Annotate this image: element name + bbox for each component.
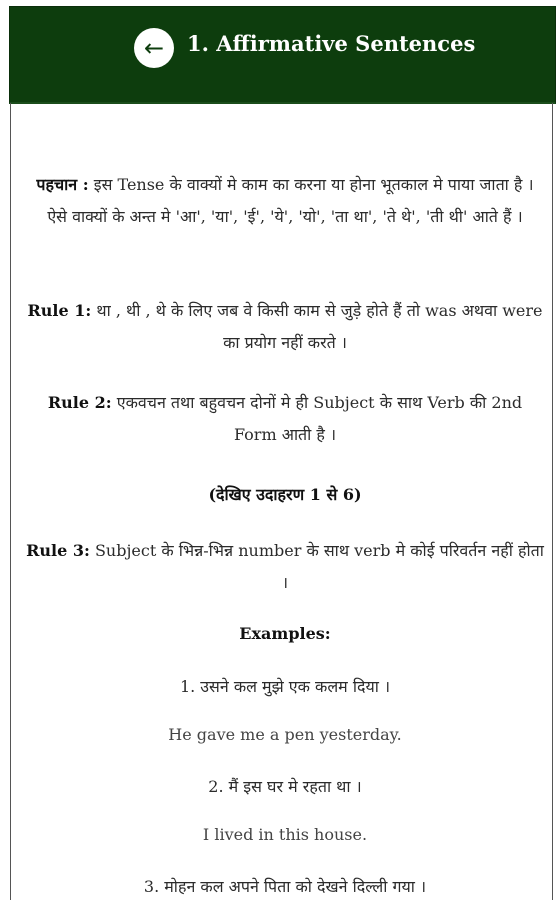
rule1-paragraph [25, 295, 545, 359]
rule2-label: Rule 2: [47, 393, 112, 412]
example-english-2: I lived in this house. [202, 825, 368, 844]
identification-label: पहचान : [36, 175, 89, 194]
lesson-content[interactable] [10, 103, 553, 900]
back-arrow-icon[interactable]: ← [134, 28, 174, 68]
rule2-text: एकवचन तथा बहुवचन दोनों मे ही Subject के साथ Verb की 2nd Form आती है । [116, 393, 523, 444]
see-examples-note [25, 479, 545, 511]
rule3-label: Rule 3: [26, 541, 90, 560]
example-hindi-1: 1. उसने कल मुझे एक कलम दिया । [179, 677, 391, 696]
example-hindi-2: 2. मैं इस घर मे रहता था । [208, 777, 362, 796]
page-title: 1. Affirmative Sentences [187, 31, 476, 56]
rule3-text: Subject के भिन्न-भिन्न number के साथ verb मे कोई परिवर्तन नहीं होता । [94, 541, 544, 592]
example-english-1: He gave me a pen yesterday. [168, 725, 402, 744]
examples-heading-text: Examples: [239, 624, 331, 643]
rule2-paragraph [25, 387, 545, 451]
identification-text: इस Tense के वाक्यों मे काम का करना या होना भूतकाल मे पाया जाता है । ऐसे वाक्यों के अन्त मे 'आ', 'या', 'ई', 'ये', 'यो', 'ता था', 'ते थे', 'ती थी' आते हैं । [47, 175, 534, 226]
example-hindi-3: 3. मोहन कल अपने पिता को देखने दिल्ली गया । [143, 877, 427, 896]
rule1-text: था , थी , थे के लिए जब वे किसी काम से जुड़े होते हैं तो was अथवा were का प्रयोग नहीं करते । [96, 301, 543, 352]
rule1-label: Rule 1: [27, 301, 92, 320]
identification-paragraph [25, 169, 545, 233]
examples-heading [25, 618, 545, 650]
app-bar [9, 6, 556, 104]
see-examples-text: (देखिए उदाहरण 1 से 6) [208, 485, 362, 504]
rule3-paragraph [25, 535, 545, 599]
